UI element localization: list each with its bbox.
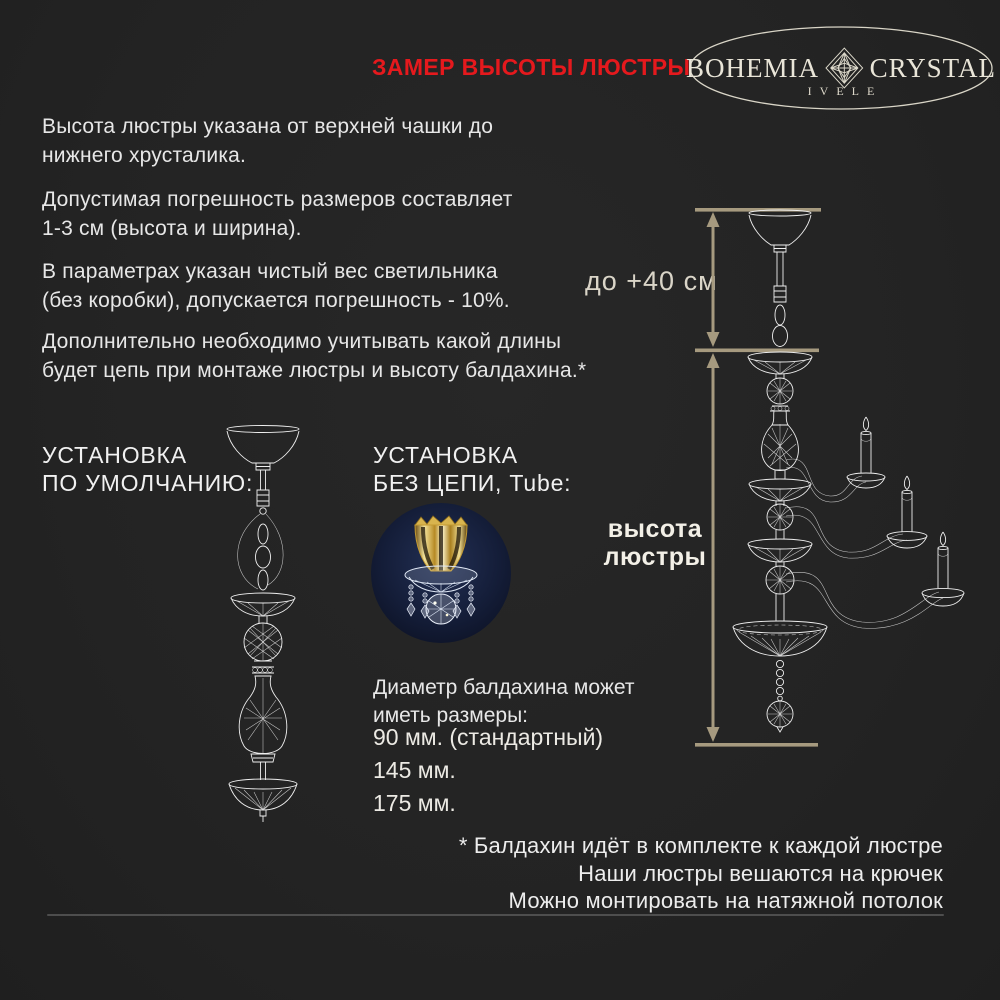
bottom-divider (47, 914, 944, 916)
default-install-chandelier-drawing (198, 418, 328, 828)
intro-paragraph-4 (42, 328, 586, 385)
footnote-stretch-ceiling: Можно монтировать на натяжной потолок (508, 888, 943, 913)
logo-subbrand: IVELE (807, 84, 883, 98)
no-chain-install-heading-line-1: УСТАНОВКА (373, 442, 518, 468)
chandelier-height-label-line-1: высота (607, 515, 703, 543)
measurement-lines (695, 208, 821, 747)
intro-paragraph-1-line-1: Высота люстры указана от верхней чашки до (42, 115, 494, 138)
canopy-size-175: 175 мм. (373, 790, 456, 816)
bohemia-crystal-logo (686, 24, 996, 112)
no-chain-install-heading-line-2: БЕЗ ЦЕПИ, Tube: (373, 469, 572, 496)
intro-paragraph-2-line-1: Допустимая погрешность размеров составляет (42, 188, 513, 211)
no-chain-install-heading (373, 442, 571, 497)
canopy-size-standard: 90 мм. (стандартный) (373, 724, 604, 750)
default-install-heading-line-1: УСТАНОВКА (42, 442, 187, 468)
intro-paragraph-4-line-1: Дополнительно необходимо учитывать какой длины (42, 330, 562, 353)
canopy-size-145: 145 мм. (373, 757, 456, 783)
logo-brand-left: BOHEMIA (686, 52, 819, 83)
intro-paragraph-2 (42, 186, 513, 243)
chandelier-height-label-line-2: люстры (603, 543, 707, 571)
canopy-diameter-note-line-2: иметь размеры: (373, 704, 529, 727)
intro-paragraph-3-line-1: В параметрах указан чистый вес светильника (42, 260, 498, 283)
canopy-diameter-note-line-1: Диаметр балдахина может (373, 676, 635, 699)
intro-paragraph-1 (42, 113, 493, 170)
page-title: ЗАМЕР ВЫСОТЫ ЛЮСТРЫ (372, 54, 691, 80)
intro-paragraph-4-line-2: будет цепь при монтаже люстры и высоту балдахина.* (42, 358, 587, 382)
tube-canopy-photo (371, 503, 511, 643)
chandelier-line-art (733, 210, 964, 732)
footnote-hook-mount: Наши люстры вешаются на крючек (578, 860, 943, 886)
intro-paragraph-3 (42, 258, 510, 315)
footnotes-block (459, 832, 943, 915)
measured-chandelier-drawing (690, 196, 1000, 761)
tube-canopy-photo-art (371, 503, 511, 643)
default-install-heading-line-2: ПО УМОЛЧАНИЮ: (42, 469, 254, 496)
intro-paragraph-3-line-2: (без коробки), допускается погрешность - 10%. (42, 288, 510, 312)
footnote-canopy-included: * Балдахин идёт в комплекте к каждой люстре (458, 833, 943, 858)
chain-allowance-label: до +40 см (585, 266, 718, 296)
intro-paragraph-1-line-2: нижнего хрусталика. (42, 143, 247, 167)
logo-brand-right: CRYSTAL (869, 52, 996, 83)
intro-paragraph-2-line-2: 1-3 см (высота и ширина). (42, 216, 302, 240)
